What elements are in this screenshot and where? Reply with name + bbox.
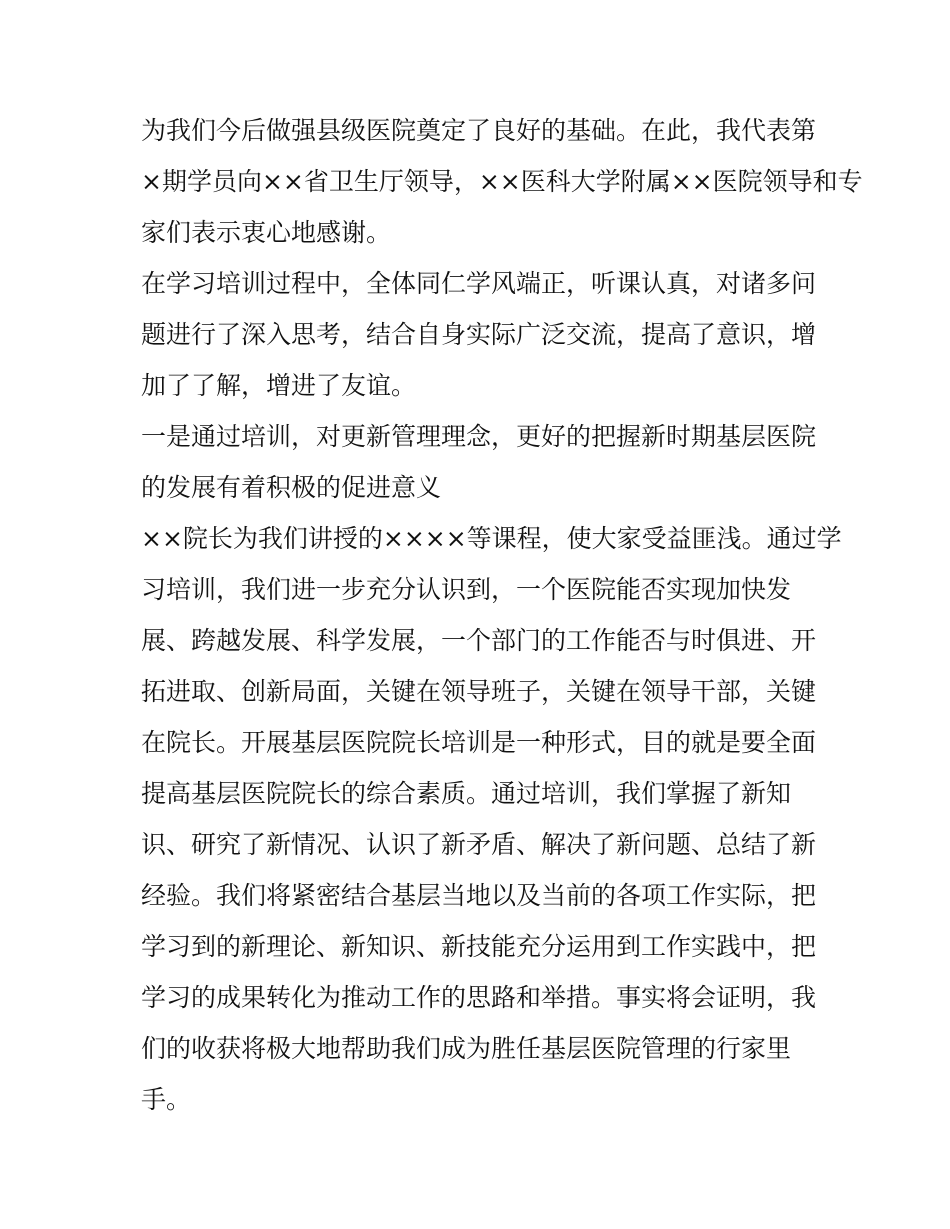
text-line: 学习到的新理论、新知识、新技能充分运用到工作实践中，把 (141, 932, 817, 961)
paragraph-4 (141, 513, 842, 1125)
text-line: 题进行了深入思考，结合自身实际广泛交流，提高了意识，增 (141, 320, 817, 349)
paragraph-1 (141, 105, 863, 258)
text-line: 识、研究了新情况、认识了新矛盾、解决了新问题、总结了新 (141, 830, 817, 859)
text-line: 的发展有着积极的促进意义 (141, 473, 442, 502)
text-line: 手。 (141, 1085, 192, 1114)
text-line: 在院长。开展基层医院院长培训是一种形式，目的就是要全面 (141, 728, 817, 757)
text-line: 学习的成果转化为推动工作的思路和举措。事实将会证明，我 (141, 983, 817, 1012)
text-line: 拓进取、创新局面，关键在领导班子，关键在领导干部，关键 (141, 677, 817, 706)
text-line: ×期学员向××省卫生厅领导，××医科大学附属××医院领导和专 (141, 167, 863, 196)
paragraph-2 (141, 258, 821, 411)
text-line: 一是通过培训，对更新管理理念，更好的把握新时期基层医院 (141, 422, 817, 451)
text-line: 加了了解，增进了友谊。 (141, 371, 417, 400)
text-line: 们的收获将极大地帮助我们成为胜任基层医院管理的行家里 (141, 1034, 792, 1063)
text-line: 家们表示衷心地感谢。 (141, 218, 392, 247)
text-line: 经验。我们将紧密结合基层当地以及当前的各项工作实际，把 (141, 881, 817, 910)
text-line: 在学习培训过程中，全体同仁学风端正，听课认真，对诸多问 (141, 269, 817, 298)
paragraph-3 (141, 411, 821, 513)
text-line: 展、跨越发展、科学发展，一个部门的工作能否与时俱进、开 (141, 626, 817, 655)
text-line: 为我们今后做强县级医院奠定了良好的基础。在此，我代表第 (141, 116, 817, 145)
text-line: ××院长为我们讲授的××××等课程，使大家受益匪浅。通过学 (141, 524, 842, 553)
text-line: 提高基层医院院长的综合素质。通过培训，我们掌握了新知 (141, 779, 792, 808)
text-line: 习培训，我们进一步充分认识到，一个医院能否实现加快发 (141, 575, 792, 604)
document-body (141, 105, 863, 1125)
